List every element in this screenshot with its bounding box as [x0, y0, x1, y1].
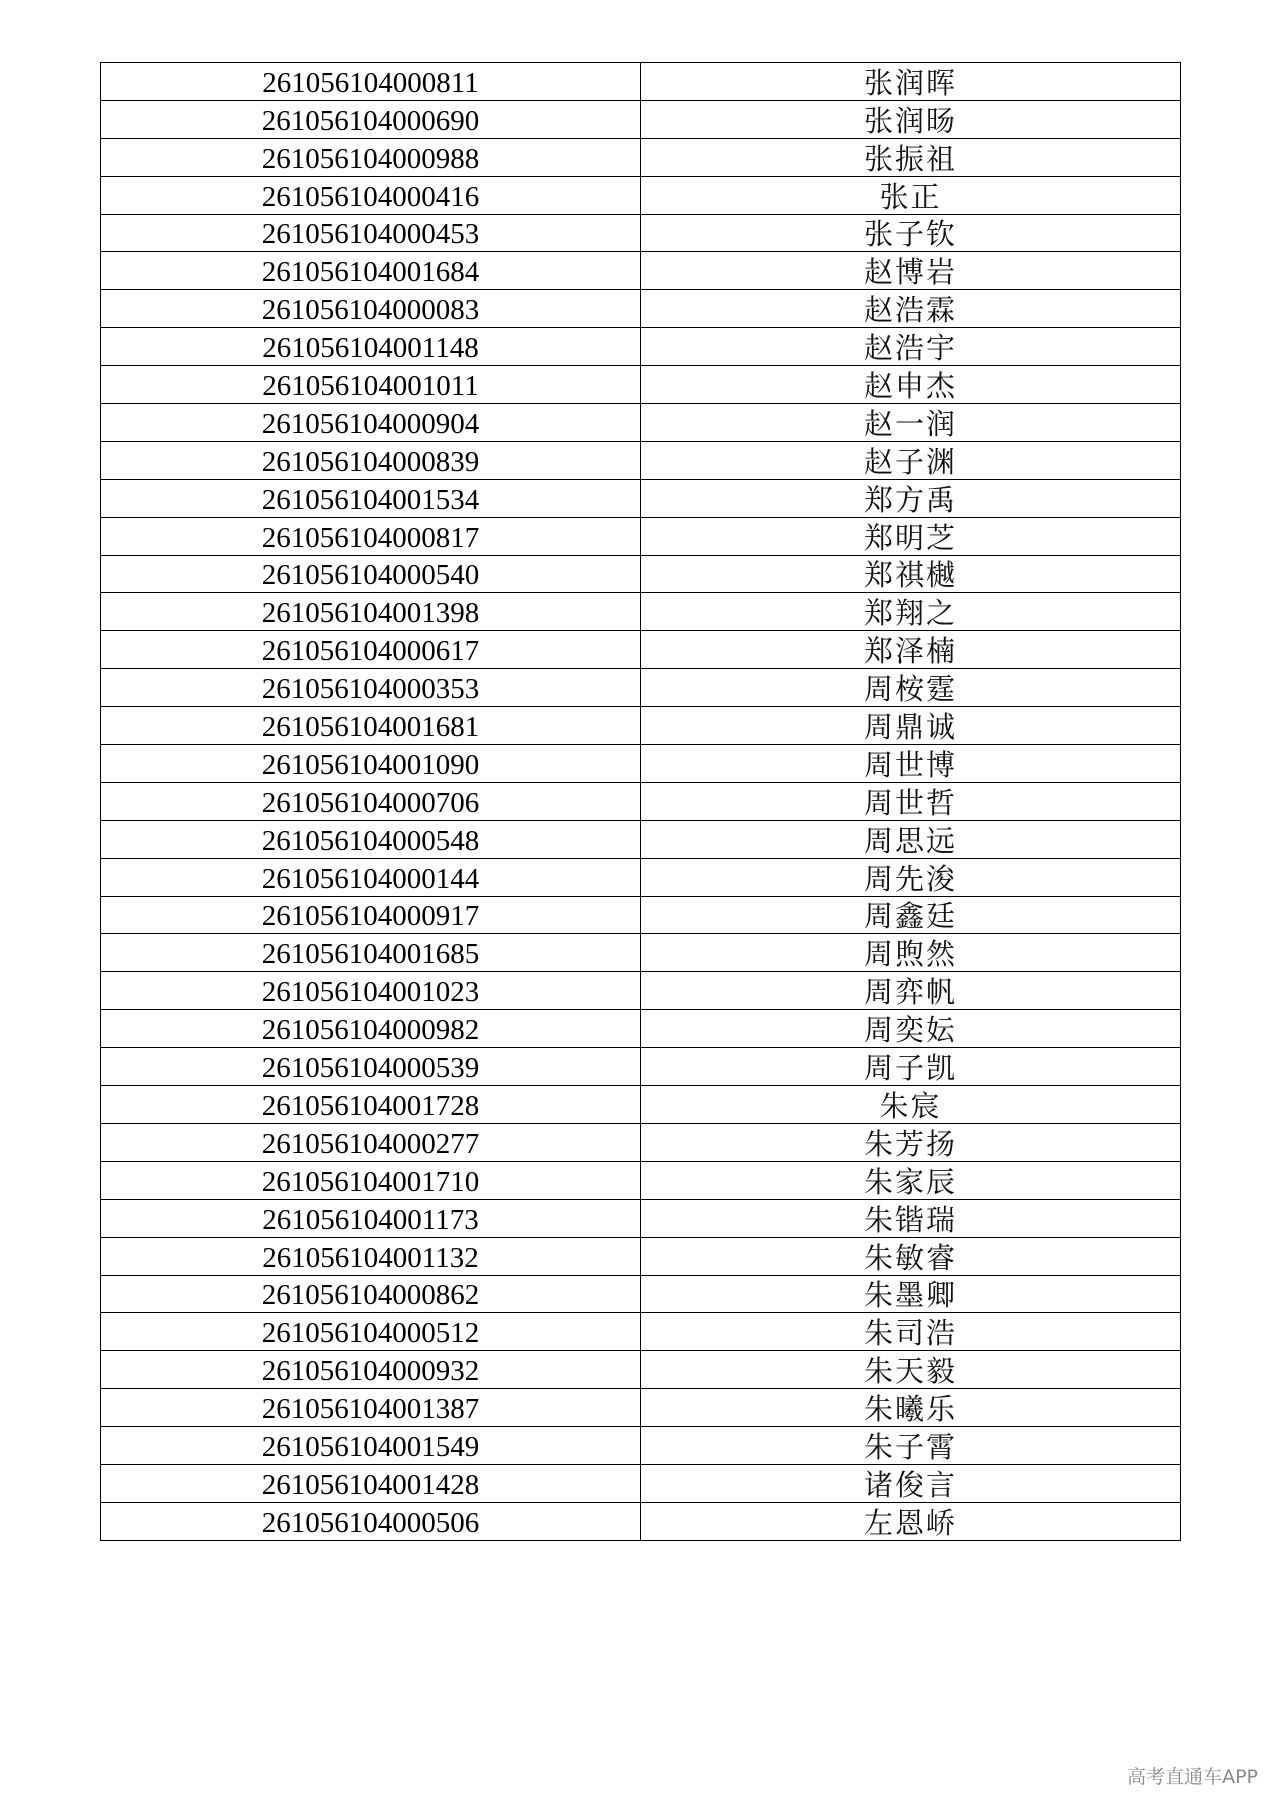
table-row — [101, 896, 1181, 934]
candidate-id-cell: 261056104000144 — [101, 858, 641, 896]
table-row — [101, 820, 1181, 858]
candidate-id-cell: 261056104001023 — [101, 972, 641, 1010]
candidate-name-cell: 周鼎诚 — [641, 707, 1181, 745]
table-row — [101, 1351, 1181, 1389]
candidate-name-cell: 朱芳扬 — [641, 1123, 1181, 1161]
candidate-id-cell: 261056104000706 — [101, 782, 641, 820]
table-row — [101, 1199, 1181, 1237]
candidate-id-cell: 261056104000277 — [101, 1123, 641, 1161]
candidate-name-cell: 朱天毅 — [641, 1351, 1181, 1389]
candidate-id-cell: 261056104001728 — [101, 1086, 641, 1124]
candidate-name-cell: 郑方禹 — [641, 479, 1181, 517]
candidate-name-cell: 朱司浩 — [641, 1313, 1181, 1351]
candidate-name-cell: 张润旸 — [641, 100, 1181, 138]
table-row — [101, 328, 1181, 366]
table-row — [101, 1313, 1181, 1351]
candidate-id-cell: 261056104000453 — [101, 214, 641, 252]
candidate-name-cell: 赵一润 — [641, 404, 1181, 442]
candidate-name-cell: 赵博岩 — [641, 252, 1181, 290]
candidate-name-cell: 朱宸 — [641, 1086, 1181, 1124]
candidate-id-cell: 261056104000539 — [101, 1048, 641, 1086]
table-row — [101, 707, 1181, 745]
table-row — [101, 782, 1181, 820]
candidate-id-cell: 261056104001011 — [101, 366, 641, 404]
candidate-id-cell: 261056104000932 — [101, 1351, 641, 1389]
candidate-id-cell: 261056104000988 — [101, 138, 641, 176]
candidate-name-cell: 周先浚 — [641, 858, 1181, 896]
candidate-name-cell: 赵浩霖 — [641, 290, 1181, 328]
candidate-id-cell: 261056104000506 — [101, 1502, 641, 1540]
candidate-name-cell: 周世博 — [641, 745, 1181, 783]
candidate-name-cell: 赵子渊 — [641, 441, 1181, 479]
candidate-id-cell: 261056104001090 — [101, 745, 641, 783]
candidate-name-cell: 张子钦 — [641, 214, 1181, 252]
table-row — [101, 1086, 1181, 1124]
watermark: 高考直通车APP — [1127, 1766, 1258, 1788]
candidate-name-cell: 周奕妘 — [641, 1010, 1181, 1048]
candidate-id-cell: 261056104000617 — [101, 631, 641, 669]
table-row — [101, 555, 1181, 593]
candidate-id-cell: 261056104001534 — [101, 479, 641, 517]
table-row — [101, 290, 1181, 328]
candidate-name-cell: 周世哲 — [641, 782, 1181, 820]
candidate-id-cell: 261056104000416 — [101, 176, 641, 214]
candidate-name-cell: 周鑫廷 — [641, 896, 1181, 934]
candidate-id-cell: 261056104000817 — [101, 517, 641, 555]
candidate-id-cell: 261056104001398 — [101, 593, 641, 631]
table-row — [101, 1464, 1181, 1502]
candidate-id-cell: 261056104001685 — [101, 934, 641, 972]
table-row — [101, 1161, 1181, 1199]
table-row — [101, 366, 1181, 404]
candidate-id-cell: 261056104000690 — [101, 100, 641, 138]
candidate-id-cell: 261056104000083 — [101, 290, 641, 328]
candidate-id-cell: 261056104001549 — [101, 1427, 641, 1465]
table-row — [101, 669, 1181, 707]
table-row — [101, 1237, 1181, 1275]
candidate-name-cell: 周子凯 — [641, 1048, 1181, 1086]
candidate-name-cell: 周思远 — [641, 820, 1181, 858]
candidate-id-cell: 261056104001148 — [101, 328, 641, 366]
table-row — [101, 1427, 1181, 1465]
candidate-name-cell: 周桉霆 — [641, 669, 1181, 707]
table-row — [101, 1010, 1181, 1048]
table-row — [101, 1502, 1181, 1540]
table-row — [101, 404, 1181, 442]
candidate-name-cell: 朱敏睿 — [641, 1237, 1181, 1275]
candidate-id-cell: 261056104000512 — [101, 1313, 641, 1351]
candidate-id-cell: 261056104001681 — [101, 707, 641, 745]
table-row — [101, 631, 1181, 669]
table-row — [101, 441, 1181, 479]
candidate-id-cell: 261056104001132 — [101, 1237, 641, 1275]
candidate-name-cell: 朱锴瑞 — [641, 1199, 1181, 1237]
candidate-name-cell: 郑泽楠 — [641, 631, 1181, 669]
candidate-name-cell: 朱子霄 — [641, 1427, 1181, 1465]
candidate-name-cell: 张振祖 — [641, 138, 1181, 176]
table-row — [101, 517, 1181, 555]
candidate-id-cell: 261056104001428 — [101, 1464, 641, 1502]
table-row — [101, 63, 1181, 101]
candidate-name-cell: 郑翔之 — [641, 593, 1181, 631]
candidate-name-cell: 郑明芝 — [641, 517, 1181, 555]
table-row — [101, 479, 1181, 517]
candidate-id-cell: 261056104000540 — [101, 555, 641, 593]
candidate-id-cell: 261056104000862 — [101, 1275, 641, 1313]
candidate-id-cell: 261056104000917 — [101, 896, 641, 934]
candidate-name-cell: 赵浩宇 — [641, 328, 1181, 366]
table-row — [101, 1048, 1181, 1086]
candidate-id-cell: 261056104000982 — [101, 1010, 641, 1048]
candidate-name-cell: 张润晖 — [641, 63, 1181, 101]
table-row — [101, 745, 1181, 783]
candidate-name-cell: 周弈帆 — [641, 972, 1181, 1010]
roster-table-body — [101, 63, 1181, 1541]
candidate-name-cell: 诸俊言 — [641, 1464, 1181, 1502]
table-row — [101, 138, 1181, 176]
candidate-id-cell: 261056104000839 — [101, 441, 641, 479]
table-row — [101, 858, 1181, 896]
candidate-id-cell: 261056104001710 — [101, 1161, 641, 1199]
candidate-name-cell: 郑祺樾 — [641, 555, 1181, 593]
candidate-name-cell: 张正 — [641, 176, 1181, 214]
candidate-id-cell: 261056104001387 — [101, 1389, 641, 1427]
table-row — [101, 1275, 1181, 1313]
table-row — [101, 100, 1181, 138]
candidate-name-cell: 赵申杰 — [641, 366, 1181, 404]
candidate-name-cell: 周煦然 — [641, 934, 1181, 972]
candidate-id-cell: 261056104000811 — [101, 63, 641, 101]
table-row — [101, 593, 1181, 631]
roster-table — [100, 62, 1181, 1541]
table-row — [101, 176, 1181, 214]
table-row — [101, 934, 1181, 972]
candidate-name-cell: 朱曦乐 — [641, 1389, 1181, 1427]
candidate-id-cell: 261056104001684 — [101, 252, 641, 290]
candidate-id-cell: 261056104001173 — [101, 1199, 641, 1237]
candidate-id-cell: 261056104000904 — [101, 404, 641, 442]
candidate-name-cell: 朱墨卿 — [641, 1275, 1181, 1313]
candidate-id-cell: 261056104000548 — [101, 820, 641, 858]
candidate-id-cell: 261056104000353 — [101, 669, 641, 707]
table-row — [101, 1389, 1181, 1427]
table-row — [101, 972, 1181, 1010]
table-row — [101, 252, 1181, 290]
candidate-name-cell: 朱家辰 — [641, 1161, 1181, 1199]
table-row — [101, 214, 1181, 252]
candidate-name-cell: 左恩峤 — [641, 1502, 1181, 1540]
table-row — [101, 1123, 1181, 1161]
